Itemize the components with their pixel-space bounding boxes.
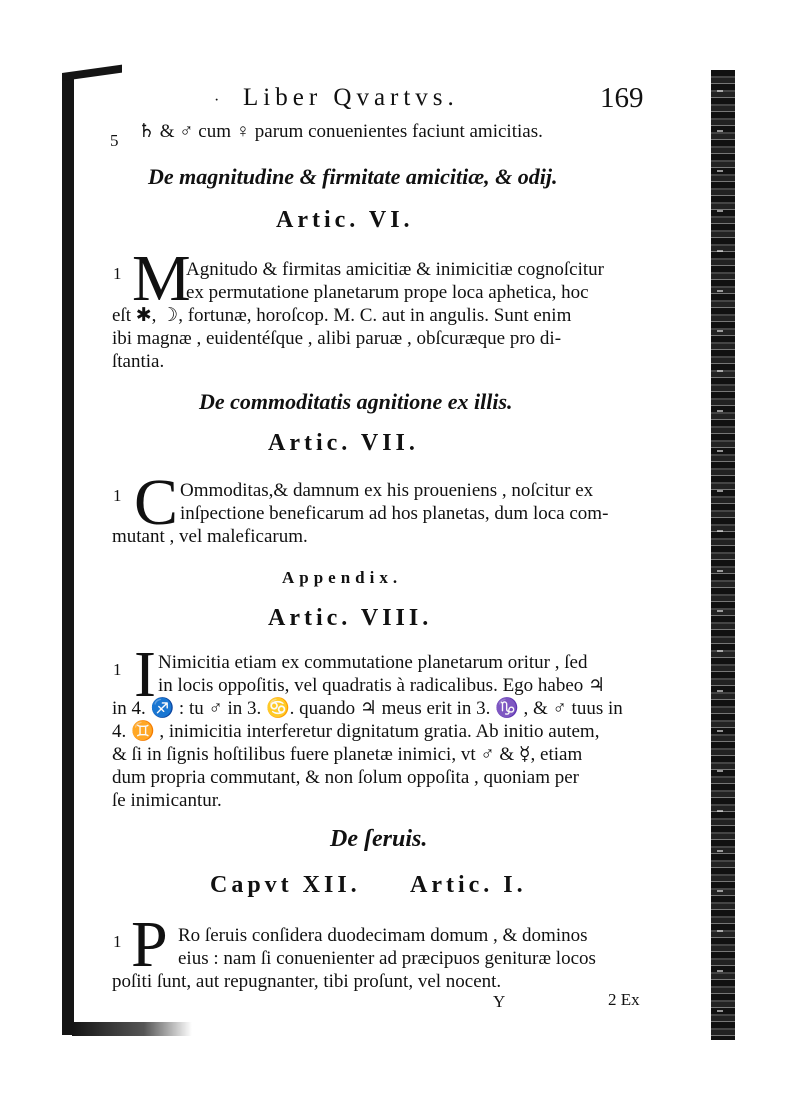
page-curl-bottom	[72, 1022, 192, 1036]
paragraph-line: in 4. ♐ : tu ♂ in 3. ♋. quando ♃ meus erit in 3. ♑ , & ♂ tuus in	[112, 698, 623, 719]
page-curl-top	[62, 65, 122, 81]
chapter-heading: Capvt XII.	[210, 872, 361, 898]
section-title: De ſeruis.	[330, 826, 428, 852]
article-heading: Artic. VII.	[268, 430, 419, 456]
page-number: 169	[600, 82, 644, 114]
signature-mark: Y	[493, 992, 506, 1011]
drop-capital: P	[131, 908, 168, 981]
running-head-dot: ·	[214, 92, 220, 109]
section-title: De magnitudine & firmitate amicitiæ, & odij.	[148, 164, 558, 189]
paragraph-line: mutant , vel maleficarum.	[112, 526, 308, 547]
paragraph-line: Agnitudo & firmitas amicitiæ & inimicitiæ cognoſcitur	[186, 259, 604, 280]
article-heading: Artic. VIII.	[268, 605, 433, 631]
paragraph-line: poſiti ſunt, aut repugnanter, tibi proſunt, vel nocent.	[112, 971, 502, 992]
paragraph-line: eſt ✱, ☽, fortunæ, horoſcop. M. C. aut in angulis. Sunt enim	[112, 305, 572, 326]
paragraph-number: 1	[113, 264, 122, 283]
drop-capital: M	[132, 242, 191, 315]
appendix-heading: Appendix.	[282, 568, 403, 587]
paragraph-line: & ſi in ſignis hoſtilibus fuere planetæ inimici, vt ♂ & ☿, etiam	[112, 744, 583, 765]
paragraph-line: eius : nam ſi conuenienter ad præcipuos genituræ locos	[178, 948, 596, 969]
paragraph-number: 1	[113, 660, 122, 679]
paragraph-number: 1	[113, 486, 122, 505]
page-edge-right	[711, 70, 735, 1040]
paragraph-line: ſe inimicantur.	[112, 790, 222, 811]
paragraph-line: 4. ♊ , inimicitia interferetur dignitatum gratia. Ab initio autem,	[112, 721, 600, 742]
article-heading: Artic. I.	[410, 872, 527, 898]
paragraph-line: Ommoditas,& damnum ex his proueniens , noſcitur ex	[180, 480, 594, 501]
section-title: De commoditatis agnitione ex illis.	[199, 389, 513, 414]
paragraph-line: in locis oppoſitis, vel quadratis à radicalibus. Ego habeo ♃	[158, 675, 606, 696]
paragraph-line: ſtantia.	[112, 351, 165, 372]
paragraph-line: ibi magnæ , euidentéſque , alibi paruæ , obſcuræque pro di-	[112, 328, 562, 349]
paragraph-line: inſpectione beneficarum ad hos planetas, dum loca com-	[180, 503, 609, 524]
binding-shadow-left	[62, 75, 74, 1035]
paragraph-line: Ro ſeruis conſidera duodecimam domum , & dominos	[178, 925, 588, 946]
article-heading: Artic. VI.	[276, 207, 414, 233]
drop-capital: C	[134, 466, 179, 539]
catchword: 2 Ex	[608, 990, 640, 1009]
paragraph-line: Nimicitia etiam ex commutatione planetarum oritur , ſed	[158, 652, 588, 673]
line-number: 5	[110, 131, 119, 150]
paragraph-number: 1	[113, 932, 122, 951]
continuation-line: ♄ & ♂ cum ♀ parum conuenientes faciunt amicitias.	[138, 121, 543, 142]
paragraph-line: dum propria commutant, & non ſolum oppoſita , quoniam per	[112, 767, 580, 788]
paragraph-line: ex permutatione planetarum prope loca aphetica, hoc	[186, 282, 589, 303]
running-head: Liber Qvartvs.	[243, 84, 459, 111]
drop-capital: I	[134, 638, 156, 711]
